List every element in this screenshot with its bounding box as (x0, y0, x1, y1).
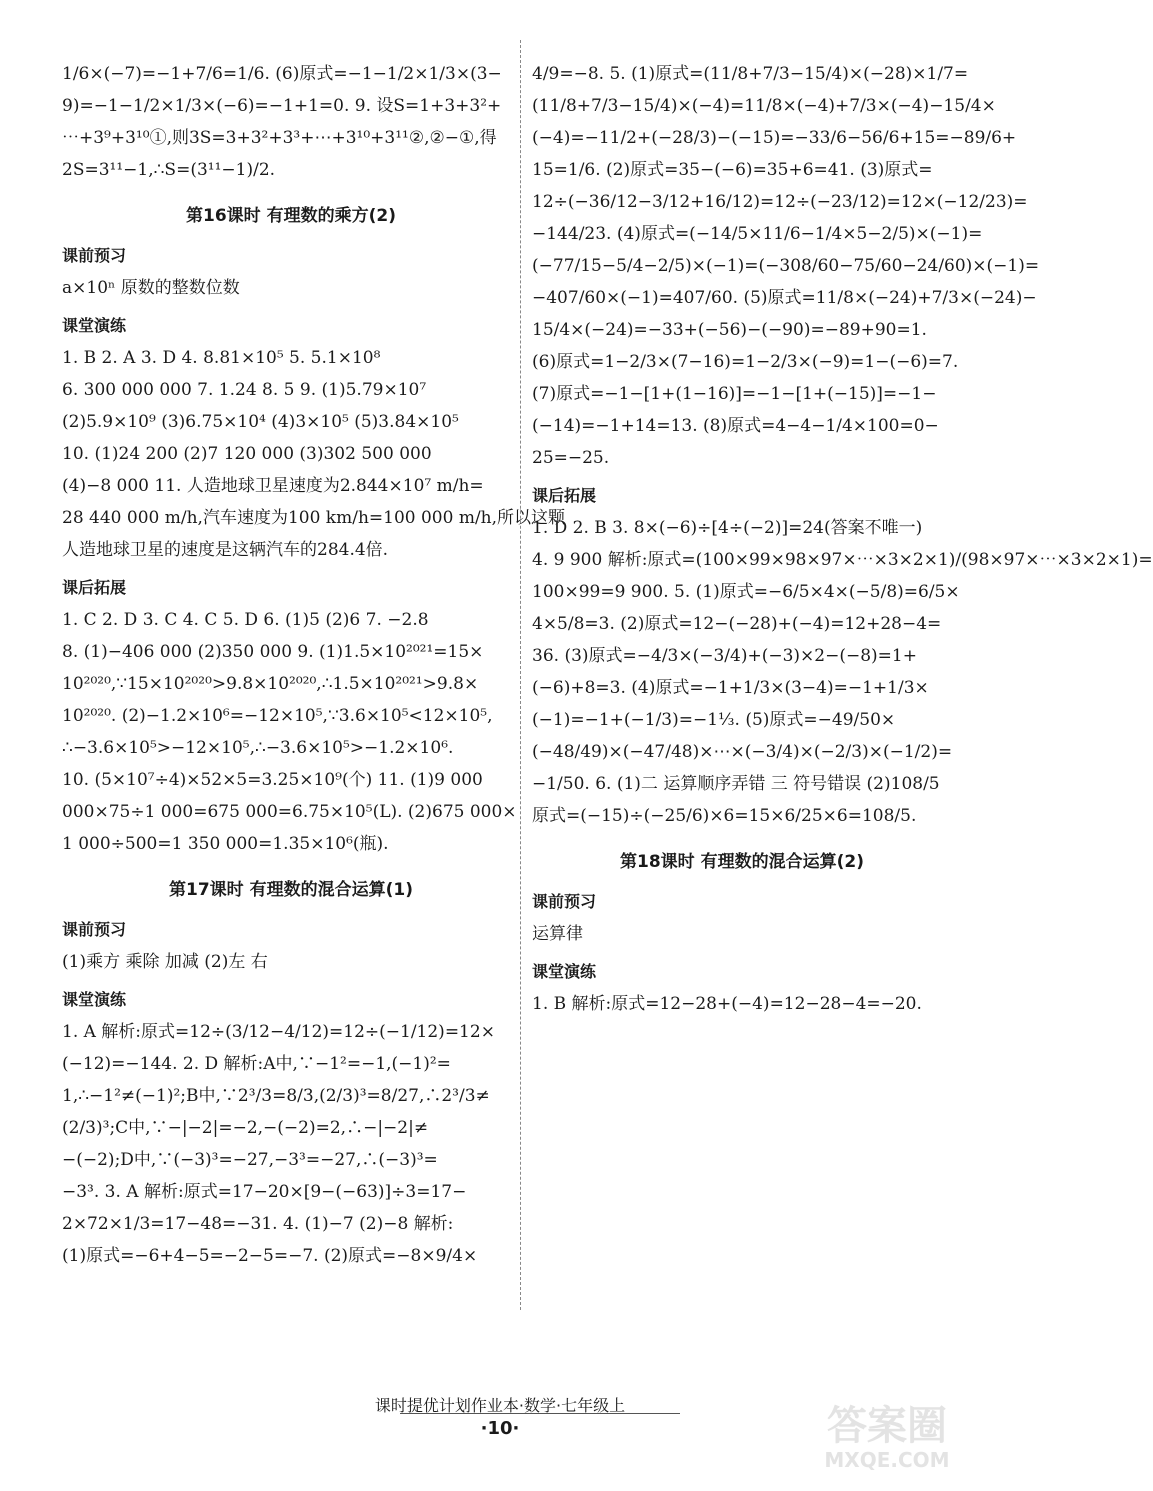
text-line: 25=−25. (532, 448, 610, 468)
text-line: 10. (1)24 200 (2)7 120 000 (3)302 500 000 (62, 444, 432, 464)
text-line: (2)5.9×10⁹ (3)6.75×10⁴ (4)3×10⁵ (5)3.84×10⁵ (62, 412, 459, 432)
section-label-class: 课堂演练 (62, 316, 127, 335)
text-line: 000×75÷1 000=675 000=6.75×10⁵(L). (2)675 000× (62, 802, 517, 822)
text-line: (2/3)³;C中,∵−|−2|=−2,−(−2)=2,∴−|−2|≠ (62, 1118, 429, 1138)
text-line: a×10ⁿ 原数的整数位数 (62, 278, 240, 298)
page-number: ·10· (480, 1418, 520, 1439)
text-line: −(−2);D中,∵(−3)³=−27,−3³=−27,∴(−3)³= (62, 1150, 438, 1170)
text-line: −407/60×(−1)=407/60. (5)原式=11/8×(−24)+7/3×(−24)− (532, 288, 1037, 308)
text-line: 15=1/6. (2)原式=35−(−6)=35+6=41. (3)原式= (532, 160, 933, 180)
text-line: 1. B 2. A 3. D 4. 8.81×10⁵ 5. 5.1×10⁸ (62, 348, 381, 368)
text-line: 4/9=−8. 5. (1)原式=(11/8+7/3−15/4)×(−28)×1/7= (532, 64, 969, 84)
section-label-class: 课堂演练 (532, 962, 597, 981)
text-line: 8. (1)−406 000 (2)350 000 9. (1)1.5×10²⁰²¹=15× (62, 642, 484, 662)
watermark-url: MXQE.COM (824, 1448, 950, 1472)
text-line: (−48/49)×(−47/48)×⋯×(−3/4)×(−2/3)×(−1/2)= (532, 742, 953, 762)
text-line: (−14)=−1+14=13. (8)原式=4−4−1/4×100=0− (532, 416, 939, 436)
text-line: 9)=−1−1/2×1/3×(−6)=−1+1=0. 9. 设S=1+3+3²+ (62, 96, 502, 116)
text-line: (−12)=−144. 2. D 解析:A中,∵−1²=−1,(−1)²= (62, 1054, 451, 1074)
text-line: ⋯+3⁹+3¹⁰①,则3S=3+3²+3³+⋯+3¹⁰+3¹¹②,②−①,得 (62, 128, 497, 148)
section-label-after: 课后拓展 (62, 578, 127, 597)
lesson-18-title: 第18课时 有理数的混合运算(2) (620, 852, 864, 872)
text-line: (−1)=−1+(−1/3)=−1⅓. (5)原式=−49/50× (532, 710, 896, 730)
text-line: (−4)=−11/2+(−28/3)−(−15)=−33/6−56/6+15=−89/6+ (532, 128, 1017, 148)
column-divider (520, 40, 521, 1310)
text-line: 1. A 解析:原式=12÷(3/12−4/12)=12÷(−1/12)=12× (62, 1022, 495, 1042)
text-line: 10²⁰²⁰,∵15×10²⁰²⁰>9.8×10²⁰²⁰,∴1.5×10²⁰²¹>9.8× (62, 674, 479, 694)
text-line: 人造地球卫星的速度是这辆汽车的284.4倍. (62, 540, 389, 560)
text-line: −1/50. 6. (1)二 运算顺序弄错 三 符号错误 (2)108/5 (532, 774, 940, 794)
text-line: (−77/15−5/4−2/5)×(−1)=(−308/60−75/60−24/60)×(−1)= (532, 256, 1040, 276)
book-title: 课时提优计划作业本·数学·七年级上 (374, 1396, 626, 1415)
text-line: 6. 300 000 000 7. 1.24 8. 5 9. (1)5.79×10⁷ (62, 380, 427, 400)
text-line: (7)原式=−1−[1+(1−16)]=−1−[1+(−15)]=−1− (532, 384, 937, 404)
watermark-text: 答案圈 (827, 1403, 947, 1449)
text-line: (1)原式=−6+4−5=−2−5=−7. (2)原式=−8×9/4× (62, 1246, 478, 1266)
text-line: 运算律 (532, 924, 583, 944)
section-label-pre: 课前预习 (62, 920, 127, 939)
section-label-class: 课堂演练 (62, 990, 127, 1009)
right-column (532, 58, 1153, 1020)
text-line: 4×5/8=3. (2)原式=12−(−28)+(−4)=12+28−4= (532, 614, 942, 634)
text-line: (11/8+7/3−15/4)×(−4)=11/8×(−4)+7/3×(−4)−15/4× (532, 96, 996, 116)
text-line: 1. D 2. B 3. 8×(−6)÷[4÷(−2)]=24(答案不唯一) (532, 518, 923, 538)
section-label-pre: 课前预习 (532, 892, 597, 911)
text-line: (−6)+8=3. (4)原式=−1+1/3×(3−4)=−1+1/3× (532, 678, 929, 698)
intro-lines-left (62, 58, 520, 186)
text-line: 10²⁰²⁰. (2)−1.2×10⁶=−12×10⁵,∵3.6×10⁵<12×10⁵, (62, 706, 493, 726)
text-line: 4. 9 900 解析:原式=(100×99×98×97×⋯×3×2×1)/(98×97×⋯×3×2×1)= (532, 550, 1153, 570)
text-line: −144/23. (4)原式=(−14/5×11/6−1/4×5−2/5)×(−1)= (532, 224, 983, 244)
section-label-pre: 课前预习 (62, 246, 127, 265)
lesson-16-title: 第16课时 有理数的乘方(2) (186, 206, 396, 226)
text-line: 2×72×1/3=17−48=−31. 4. (1)−7 (2)−8 解析: (62, 1214, 454, 1234)
text-line: 10. (5×10⁷÷4)×52×5=3.25×10⁹(个) 11. (1)9 000 (62, 770, 483, 790)
section-label-after: 课后拓展 (532, 486, 597, 505)
text-line: (4)−8 000 11. 人造地球卫星速度为2.844×10⁷ m/h= (62, 476, 484, 496)
text-line: 12÷(−36/12−3/12+16/12)=12÷(−23/12)=12×(−12/23)= (532, 192, 1028, 212)
text-line: 1. C 2. D 3. C 4. C 5. D 6. (1)5 (2)6 7. −2.8 (62, 610, 429, 630)
text-line: 1,∴−1²≠(−1)²;B中,∵2³/3=8/3,(2/3)³=8/27,∴2³/3≠ (62, 1086, 490, 1106)
text-line: 1. B 解析:原式=12−28+(−4)=12−28−4=−20. (532, 994, 922, 1014)
text-line: 1 000÷500=1 350 000=1.35×10⁶(瓶). (62, 834, 389, 854)
text-line: (1)乘方 乘除 加减 (2)左 右 (62, 952, 268, 972)
text-line: 28 440 000 m/h,汽车速度为100 km/h=100 000 m/h,所以这颗 (62, 508, 566, 528)
text-line: 原式=(−15)÷(−25/6)×6=15×6/25×6=108/5. (532, 806, 917, 826)
text-line: 2S=3¹¹−1,∴S=(3¹¹−1)/2. (62, 160, 276, 180)
text-line: 15/4×(−24)=−33+(−56)−(−90)=−89+90=1. (532, 320, 927, 340)
text-line: 36. (3)原式=−4/3×(−3/4)+(−3)×2−(−8)=1+ (532, 646, 917, 666)
text-line: 100×99=9 900. 5. (1)原式=−6/5×4×(−5/8)=6/5× (532, 582, 960, 602)
lesson-17-title: 第17课时 有理数的混合运算(1) (169, 880, 413, 900)
text-line: (6)原式=1−2/3×(7−16)=1−2/3×(−9)=1−(−6)=7. (532, 352, 959, 372)
text-line: ∴−3.6×10⁵>−12×10⁵,∴−3.6×10⁵>−1.2×10⁶. (62, 738, 454, 758)
text-line: −3³. 3. A 解析:原式=17−20×[9−(−63)]÷3=17− (62, 1182, 467, 1202)
watermark-logo (802, 1395, 972, 1473)
text-line: 1/6×(−7)=−1+7/6=1/6. (6)原式=−1−1/2×1/3×(3− (62, 64, 502, 84)
